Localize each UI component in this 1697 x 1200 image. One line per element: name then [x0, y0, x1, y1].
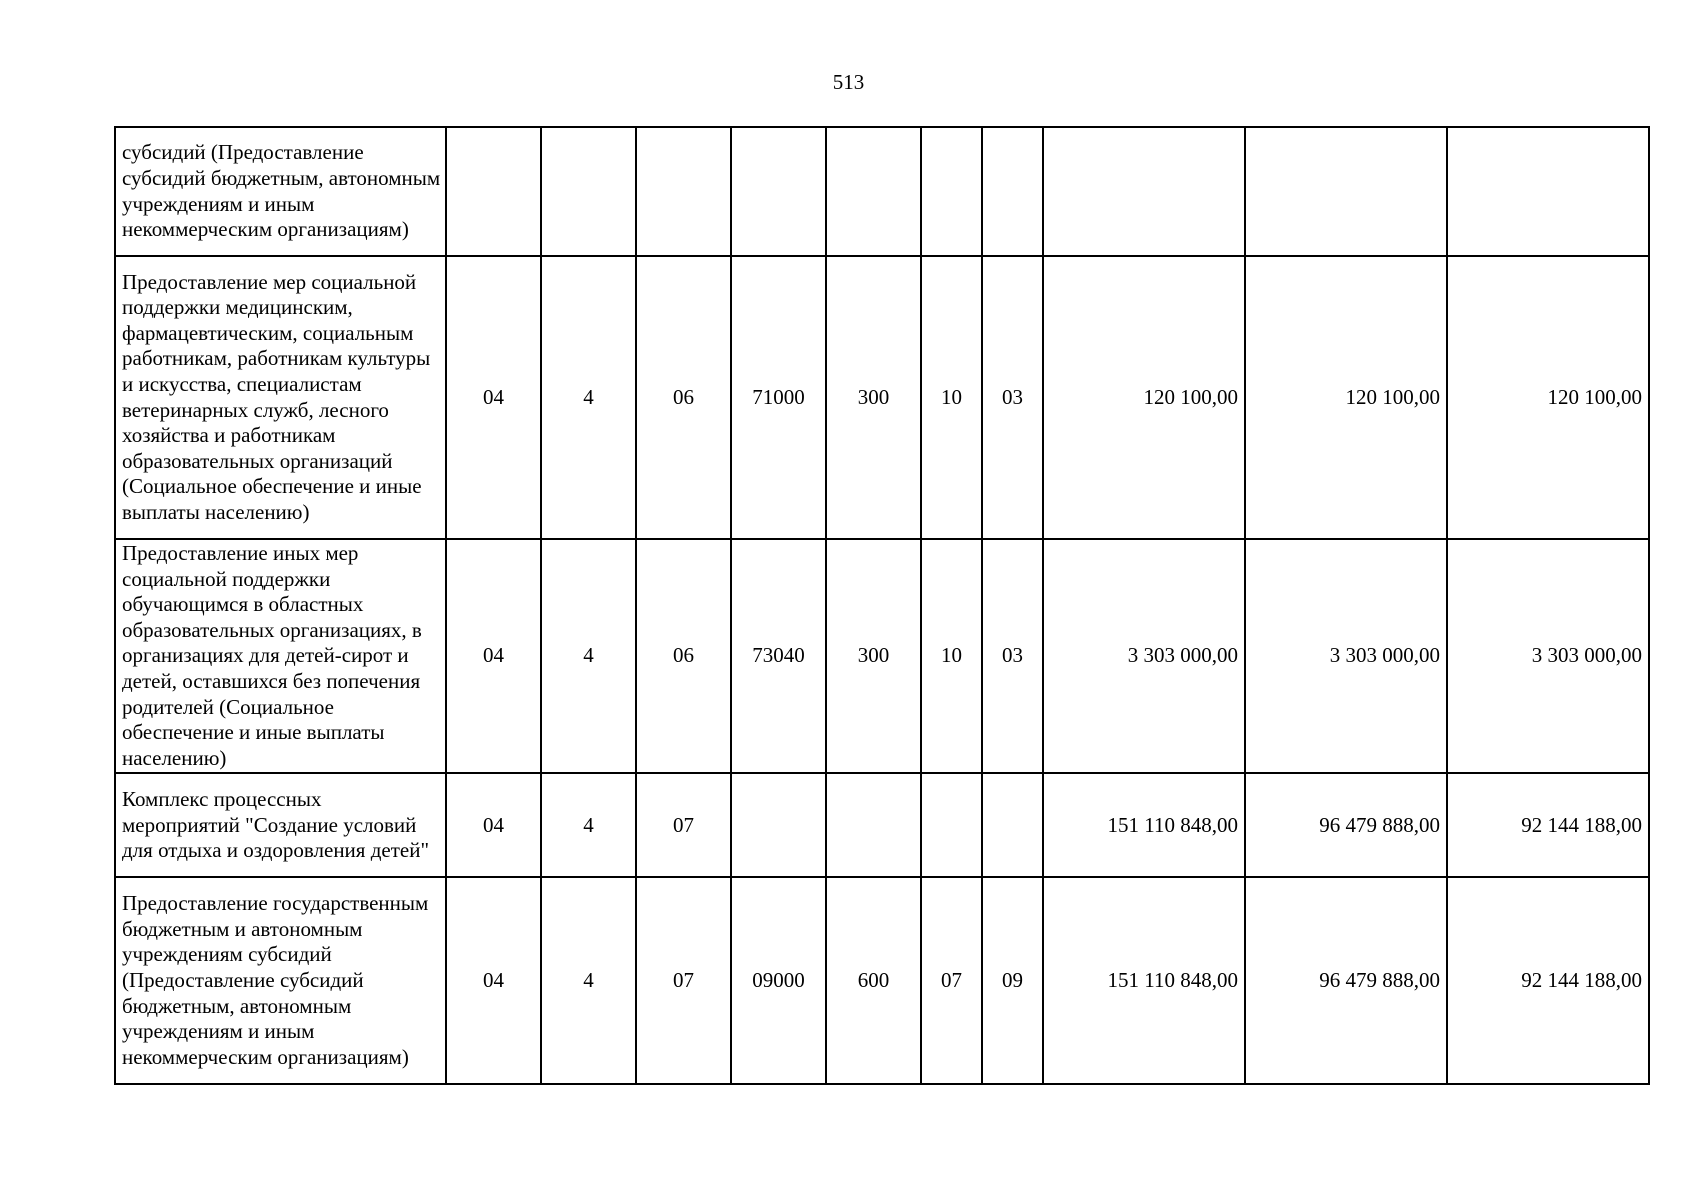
- code-1: 04: [446, 773, 541, 877]
- amount-3: 92 144 188,00: [1447, 877, 1649, 1084]
- code-2: 4: [541, 773, 636, 877]
- code-1: [446, 127, 541, 256]
- table-row: [115, 127, 1649, 256]
- table-row: [115, 877, 1649, 1084]
- row-description: Предоставление государственным бюджетным и автономным учреждениям субсидий (Предоставление субсидий бюджетным, автономным учреждениям и иным некоммерческим организациям): [115, 877, 446, 1084]
- code-5: 600: [826, 877, 921, 1084]
- code-7: 09: [982, 877, 1043, 1084]
- amount-1: 120 100,00: [1043, 256, 1245, 539]
- amount-2: [1245, 127, 1447, 256]
- table-row: [115, 539, 1649, 773]
- amount-1: 151 110 848,00: [1043, 877, 1245, 1084]
- row-description: субсидий (Предоставление субсидий бюджетным, автономным учреждениям и иным некоммерческим организациям): [115, 127, 446, 256]
- amount-3: 120 100,00: [1447, 256, 1649, 539]
- amount-2: 120 100,00: [1245, 256, 1447, 539]
- code-6: 10: [921, 539, 982, 773]
- code-1: 04: [446, 256, 541, 539]
- code-6: 07: [921, 877, 982, 1084]
- table-row: [115, 256, 1649, 539]
- code-1: 04: [446, 877, 541, 1084]
- amount-2: 96 479 888,00: [1245, 877, 1447, 1084]
- amount-1: 151 110 848,00: [1043, 773, 1245, 877]
- code-6: [921, 773, 982, 877]
- page-number: 513: [832, 70, 865, 94]
- row-description: Комплекс процессных мероприятий "Создание условий для отдыха и оздоровления детей": [115, 773, 446, 877]
- code-4: [731, 773, 826, 877]
- code-4: 09000: [731, 877, 826, 1084]
- amount-1: 3 303 000,00: [1043, 539, 1245, 773]
- row-description: Предоставление мер социальной поддержки медицинским, фармацевтическим, социальным работникам, работникам культуры и искусства, специалистам ветеринарных служб, лесного хозяйства и работникам образовательных организаций (Социальное обеспечение и иные выплаты населению): [115, 256, 446, 539]
- code-7: [982, 773, 1043, 877]
- amount-3: [1447, 127, 1649, 256]
- code-3: 07: [636, 773, 731, 877]
- amount-2: 3 303 000,00: [1245, 539, 1447, 773]
- amount-3: 3 303 000,00: [1447, 539, 1649, 773]
- code-5: 300: [826, 539, 921, 773]
- code-3: 07: [636, 877, 731, 1084]
- code-6: [921, 127, 982, 256]
- code-7: 03: [982, 539, 1043, 773]
- code-4: 71000: [731, 256, 826, 539]
- code-3: 06: [636, 539, 731, 773]
- row-description: Предоставление иных мер социальной поддержки обучающимся в областных образовательных организациях, в организациях для детей-сирот и детей, оставшихся без попечения родителей (Социальное обеспечение и иные выплаты населению): [115, 539, 446, 773]
- code-7: 03: [982, 256, 1043, 539]
- code-2: [541, 127, 636, 256]
- amount-3: 92 144 188,00: [1447, 773, 1649, 877]
- table-row: [115, 773, 1649, 877]
- code-2: 4: [541, 539, 636, 773]
- amount-2: 96 479 888,00: [1245, 773, 1447, 877]
- code-7: [982, 127, 1043, 256]
- code-2: 4: [541, 877, 636, 1084]
- code-4: 73040: [731, 539, 826, 773]
- budget-table: [114, 126, 1650, 1085]
- code-1: 04: [446, 539, 541, 773]
- code-3: 06: [636, 256, 731, 539]
- code-3: [636, 127, 731, 256]
- code-4: [731, 127, 826, 256]
- code-5: [826, 127, 921, 256]
- amount-1: [1043, 127, 1245, 256]
- code-2: 4: [541, 256, 636, 539]
- table-body: [115, 127, 1649, 1084]
- code-6: 10: [921, 256, 982, 539]
- code-5: 300: [826, 256, 921, 539]
- code-5: [826, 773, 921, 877]
